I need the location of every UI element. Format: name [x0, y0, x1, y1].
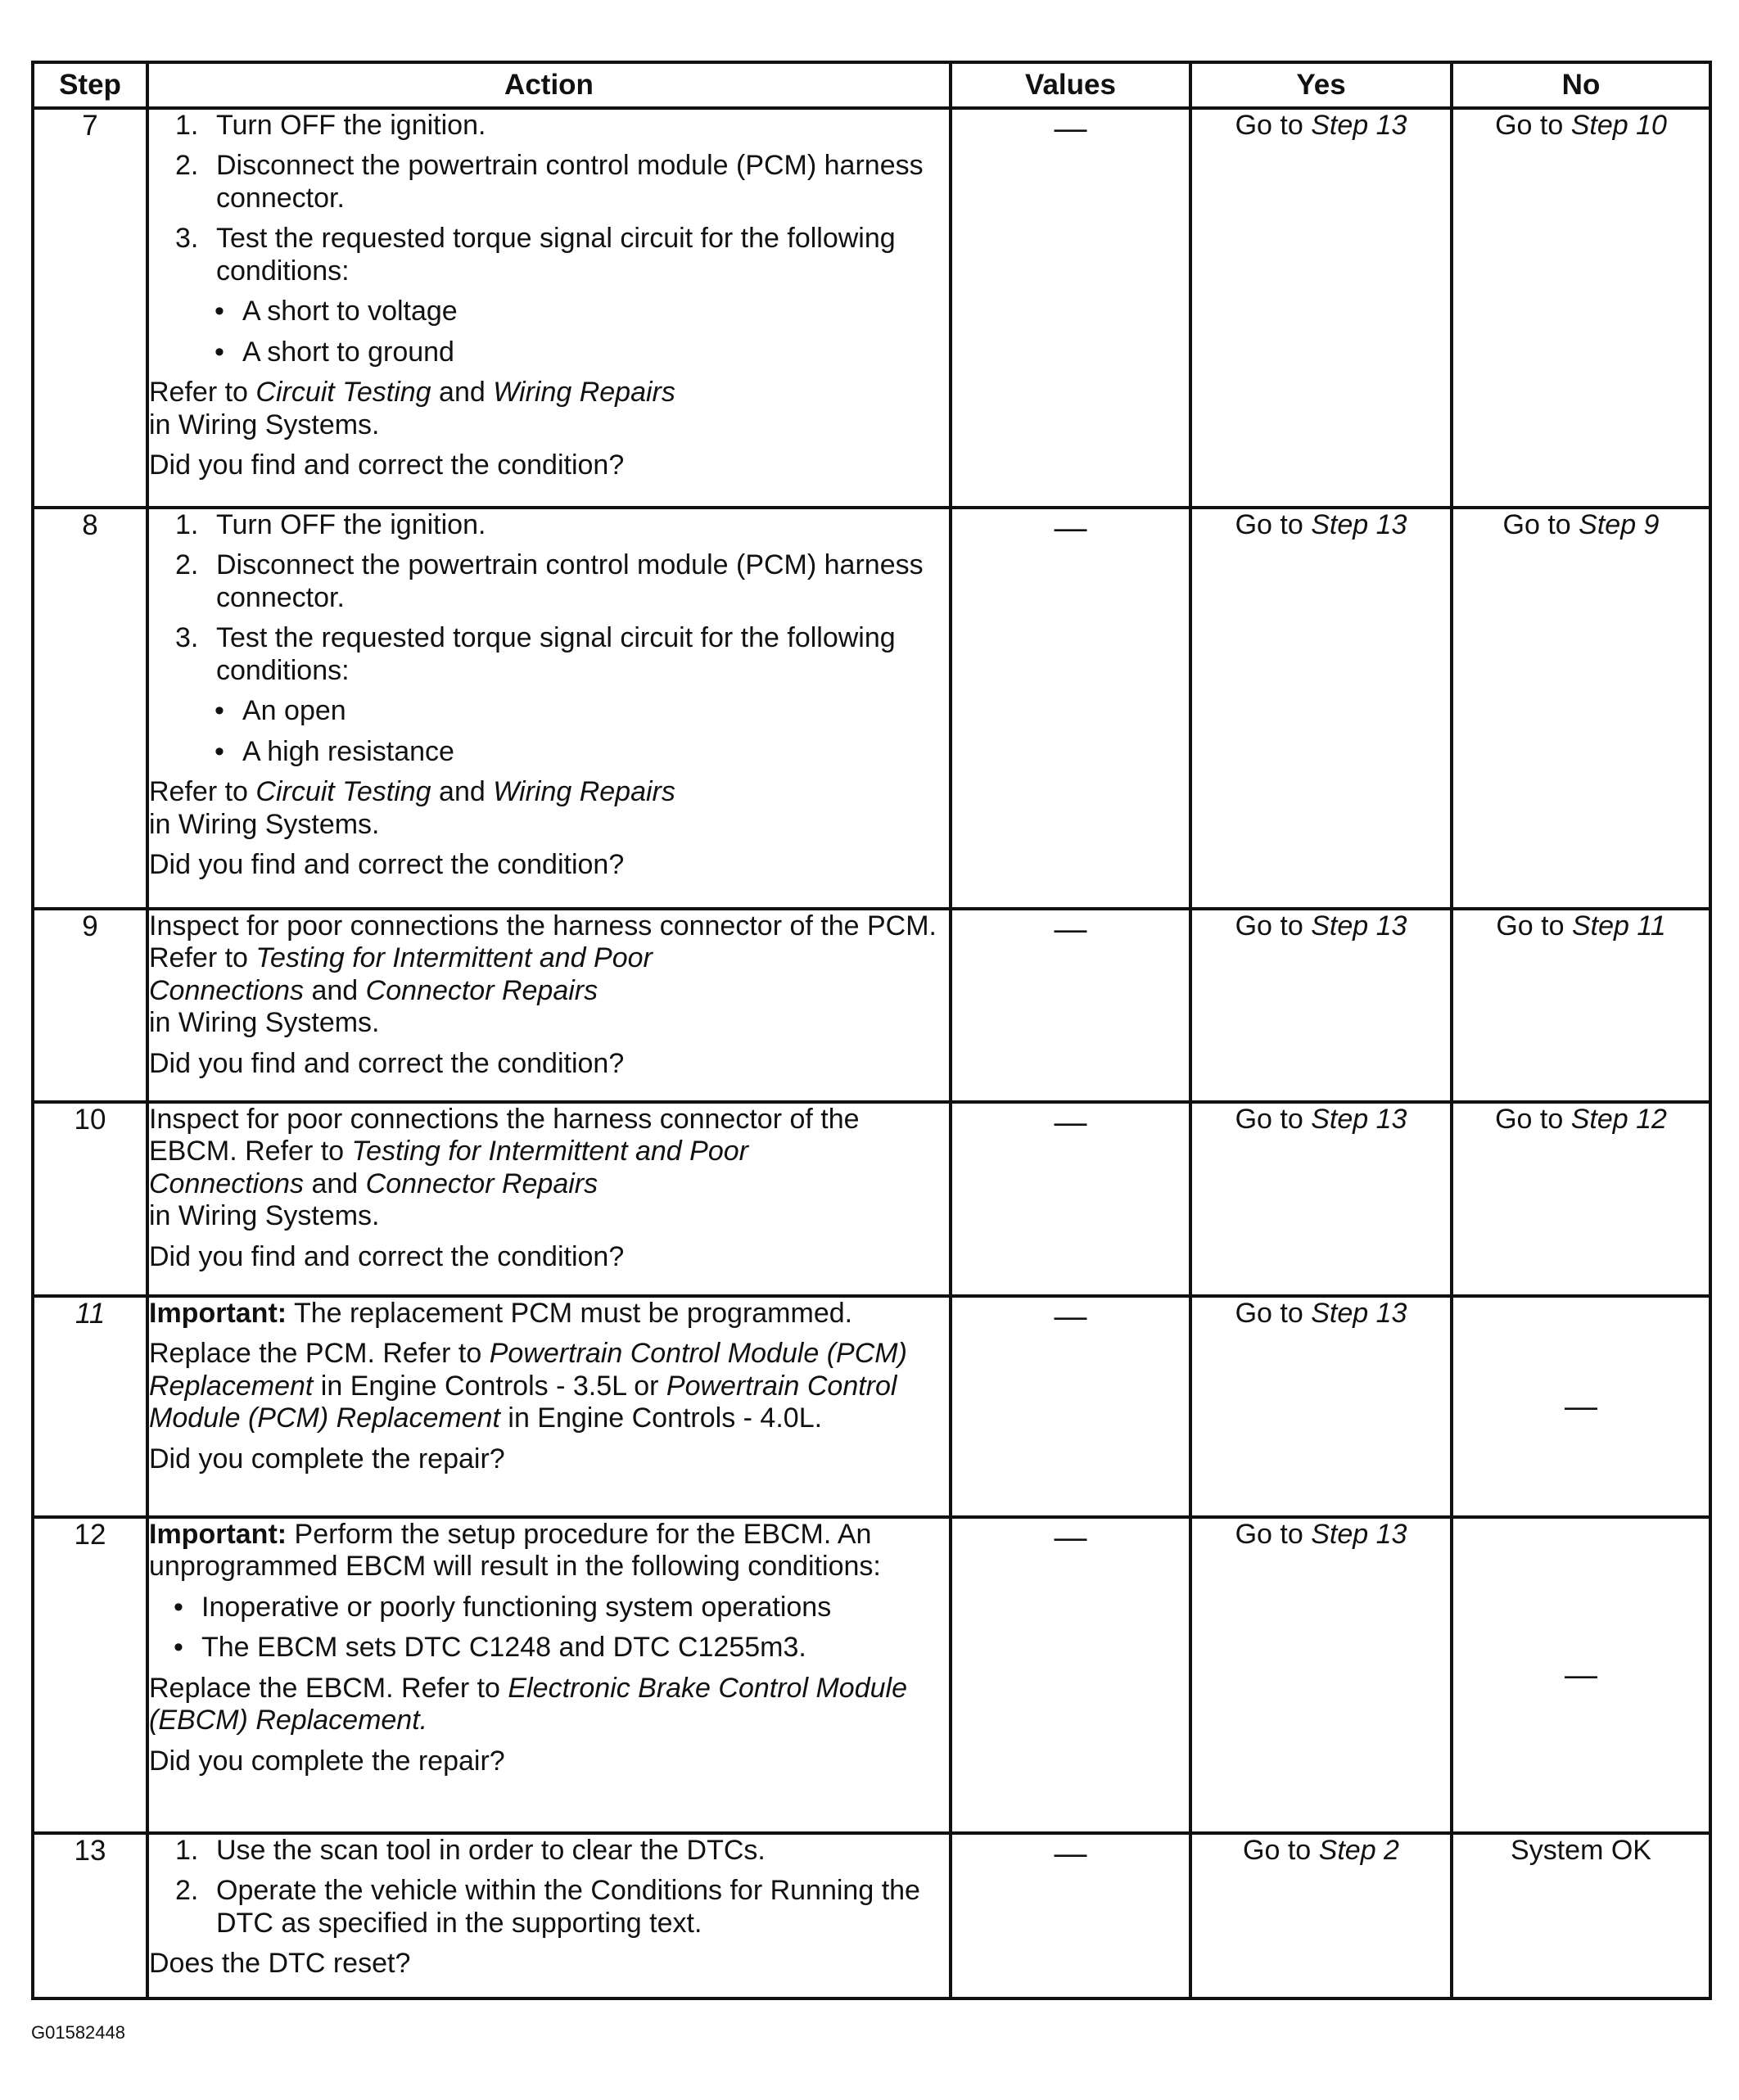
header-yes: Yes — [1190, 62, 1452, 108]
step-number: 9 — [33, 909, 147, 1102]
action-cell — [147, 108, 951, 508]
action-cell — [147, 1833, 951, 1998]
values-cell: — — [951, 909, 1190, 1102]
values-cell: — — [951, 108, 1190, 508]
important-note: Important: The replacement PCM must be programmed. — [149, 1298, 853, 1329]
diagnostic-table — [31, 61, 1712, 2000]
question-text: Did you find and correct the condition? — [149, 1240, 625, 1272]
table-row — [33, 108, 1710, 508]
no-cell: Go to Step 12 — [1452, 1102, 1710, 1296]
list-item: 1. Turn OFF the ignition. — [175, 509, 486, 540]
step-number: 10 — [33, 1102, 147, 1296]
table-row — [33, 1296, 1710, 1517]
question-text: Does the DTC reset? — [149, 1948, 411, 1980]
bullet-item: • A high resistance — [215, 735, 454, 767]
action-cell — [147, 909, 951, 1102]
step-number: 12 — [33, 1517, 147, 1833]
action-cell — [147, 1296, 951, 1517]
table-row — [33, 1833, 1710, 1998]
header-action: Action — [147, 62, 951, 108]
table-row — [33, 1102, 1710, 1296]
values-cell: — — [951, 1833, 1190, 1998]
header-no: No — [1452, 62, 1710, 108]
header-step: Step — [33, 62, 147, 108]
values-cell: — — [951, 1517, 1190, 1833]
list-item: 1. Turn OFF the ignition. — [175, 110, 486, 141]
yes-cell: Go to Step 13 — [1190, 1296, 1452, 1517]
replace-text: Replace the EBCM. Refer to Electronic Brake Control Module (EBCM) Replacement. — [149, 1672, 907, 1736]
table-row — [33, 1517, 1710, 1833]
header-row — [33, 62, 1710, 108]
figure-id: G01582448 — [31, 2022, 125, 2043]
diagnostic-table-wrapper — [31, 61, 1712, 2000]
step-number: 8 — [33, 508, 147, 909]
question-text: Did you complete the repair? — [149, 1443, 505, 1475]
important-note: Important: Perform the setup procedure for the EBCM. An unprogrammed EBCM will result in the following conditions: — [149, 1519, 881, 1583]
no-cell: — — [1452, 1296, 1710, 1517]
values-cell: — — [951, 1296, 1190, 1517]
list-item: 2. Operate the vehicle within the Conditions for Running the DTC as specified in the supporting text. — [175, 1875, 920, 1939]
values-cell: — — [951, 1102, 1190, 1296]
no-cell: Go to Step 9 — [1452, 508, 1710, 909]
no-cell: — — [1452, 1517, 1710, 1833]
yes-cell: Go to Step 13 — [1190, 909, 1452, 1102]
yes-cell: Go to Step 13 — [1190, 1517, 1452, 1833]
question-text: Did you find and correct the condition? — [149, 848, 625, 880]
yes-cell: Go to Step 13 — [1190, 1102, 1452, 1296]
bullet-item: • A short to ground — [215, 336, 454, 368]
bullet-item: • A short to voltage — [215, 296, 458, 327]
list-item: 2. Disconnect the powertrain control module (PCM) harness connector. — [175, 549, 924, 613]
header-values: Values — [951, 62, 1190, 108]
bullet-item: • An open — [215, 695, 346, 727]
step-number: 7 — [33, 108, 147, 508]
replace-text: Replace the PCM. Refer to Powertrain Control Module (PCM) Replacement in Engine Controls - 3.5L or Powertrain Control Module (PCM) Replacement in Engine Controls - 4.0L. — [149, 1338, 907, 1434]
yes-cell: Go to Step 2 — [1190, 1833, 1452, 1998]
question-text: Did you find and correct the condition? — [149, 449, 625, 481]
action-cell — [147, 1517, 951, 1833]
bullet-item: • Inoperative or poorly functioning system operations — [174, 1591, 832, 1623]
step-number: 11 — [33, 1296, 147, 1517]
list-item: 3. Test the requested torque signal circuit for the following conditions: — [175, 223, 896, 287]
action-cell — [147, 508, 951, 909]
refer-text: Refer to Circuit Testing and Wiring Repairs in Wiring Systems. — [149, 776, 675, 840]
question-text: Did you find and correct the condition? — [149, 1047, 625, 1079]
no-cell: Go to Step 11 — [1452, 909, 1710, 1102]
yes-cell: Go to Step 13 — [1190, 508, 1452, 909]
list-item: 1. Use the scan tool in order to clear the DTCs. — [175, 1835, 766, 1866]
inspect-text: Inspect for poor connections the harness connector of the PCM. Refer to Testing for Intermittent and Poor Connections and Connector Repairs in Wiring Systems. — [149, 910, 937, 1039]
no-cell: System OK — [1452, 1833, 1710, 1998]
table-row — [33, 508, 1710, 909]
no-cell: Go to Step 10 — [1452, 108, 1710, 508]
action-cell — [147, 1102, 951, 1296]
yes-cell: Go to Step 13 — [1190, 108, 1452, 508]
refer-text: Refer to Circuit Testing and Wiring Repairs in Wiring Systems. — [149, 377, 675, 440]
list-item: 3. Test the requested torque signal circuit for the following conditions: — [175, 622, 896, 686]
table-row — [33, 909, 1710, 1102]
inspect-text: Inspect for poor connections the harness connector of the EBCM. Refer to Testing for Intermittent and Poor Connections and Connector Repairs in Wiring Systems. — [149, 1104, 860, 1232]
bullet-item: • The EBCM sets DTC C1248 and DTC C1255m3. — [174, 1632, 806, 1664]
step-number: 13 — [33, 1833, 147, 1998]
question-text: Did you complete the repair? — [149, 1745, 505, 1777]
values-cell: — — [951, 508, 1190, 909]
list-item: 2. Disconnect the powertrain control module (PCM) harness connector. — [175, 150, 924, 214]
